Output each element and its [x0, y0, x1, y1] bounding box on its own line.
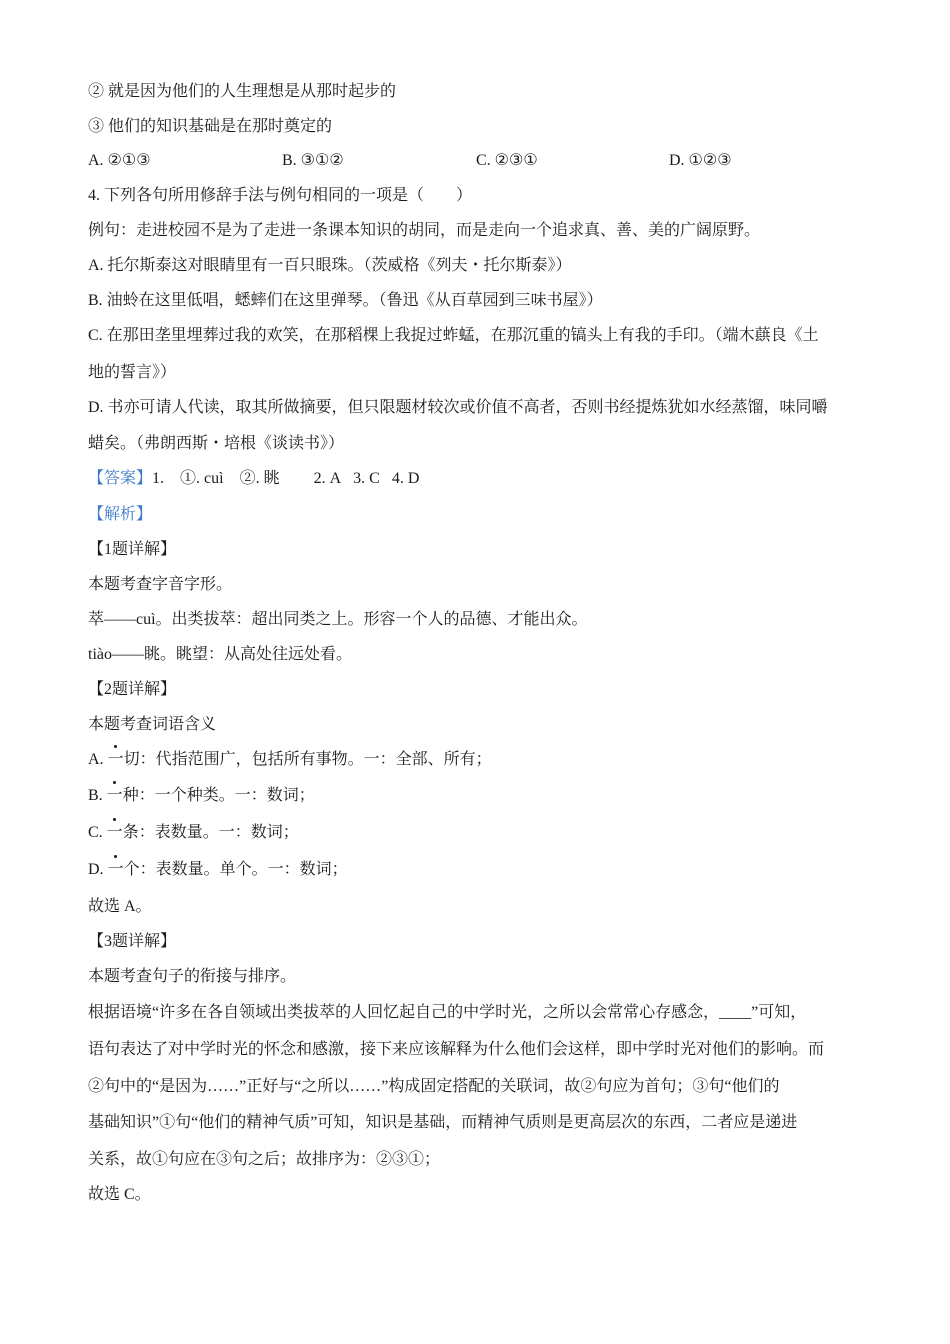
q3-option-b: B. ③①②	[282, 152, 344, 169]
emphasis-dot-char: 一	[106, 824, 123, 841]
q4-stem: 4. 下列各句所用修辞手法与例句相同的一项是（ ）	[88, 187, 473, 204]
emphasis-dot-char: 一	[106, 787, 123, 804]
detail-1-line3: tiào——眺。眺望：从高处往远处看。	[88, 646, 352, 663]
q4-option-d-line1: D. 书亦可请人代读，取其所做摘要，但只限题材较次或价值不高者，否则书经提炼犹如水经蒸馏，味同嚼	[88, 399, 828, 416]
detail-2-heading: 【2题详解】	[88, 681, 177, 698]
q3-option-d: D. ①②③	[669, 152, 732, 169]
detail-2-line1: 本题考查词语含义	[88, 716, 217, 733]
answer-q4: 4. D	[391, 470, 420, 487]
detail-3-paragraph-1: 根据语境“许多在各自领域出类拔萃的人回忆起自己的中学时光，之所以会常常心存感念，____”可知，	[88, 1004, 807, 1021]
emphasis-dot-char: 一	[107, 751, 124, 768]
q4-option-b: B. 油蛉在这里低唱，蟋蟀们在这里弹琴。（鲁迅《从百草园到三味书屋》）	[88, 292, 603, 309]
detail-3-line1: 本题考查句子的衔接与排序。	[88, 968, 297, 985]
q3-item-3: ③ 他们的知识基础是在那时奠定的	[88, 118, 333, 135]
answer-q3: 3. C	[353, 470, 380, 487]
answer-q2: 2. A	[313, 470, 342, 487]
q4-example: 例句：走进校园不是为了走进一条课本知识的胡同，而是走向一个追求真、善、美的广阔原野。	[88, 222, 761, 239]
q4-option-c-line2: 地的誓言》）	[88, 364, 177, 381]
q4-option-c-line1: C. 在那田垄里埋葬过我的欢笑，在那稻棵上我捉过蚱蜢，在那沉重的镐头上有我的手印。（端木蕻良《土	[88, 327, 819, 344]
analysis-tag: 【解析】	[88, 506, 153, 523]
q3-option-a: A. ②①③	[88, 152, 151, 169]
answer-q1: 1. ①. cuì ②. 眺	[152, 470, 280, 487]
detail-2-option-b: B. 一种：一个种类。一：数词；	[88, 787, 315, 804]
answer-tag: 【答案】	[88, 470, 153, 487]
q3-option-c: C. ②③①	[476, 152, 538, 169]
detail-3-conclusion: 故选 C。	[88, 1186, 151, 1203]
detail-2-option-c: C. 一条：表数量。一：数词；	[88, 824, 299, 841]
detail-2-option-d: D. 一个：表数量。单个。一：数词；	[88, 861, 348, 878]
detail-3-paragraph-4: 基础知识”①句“他们的精神气质”可知，知识是基础，而精神气质则是更高层次的东西，二者应是递进	[88, 1114, 798, 1131]
detail-3-paragraph-5: 关系，故①句应在③句之后；故排序为：②③①；	[88, 1151, 441, 1168]
answer-line	[88, 469, 419, 489]
emphasis-dot-char: 一	[107, 861, 124, 878]
detail-3-paragraph-2: 语句表达了对中学时光的怀念和感激，接下来应该解释为什么他们会这样，即中学时光对他们的影响。而	[88, 1041, 825, 1058]
q3-item-2: ② 就是因为他们的人生理想是从那时起步的	[88, 83, 397, 100]
detail-3-heading: 【3题详解】	[88, 933, 177, 950]
detail-1-line2: 萃——cuì。出类拔萃：超出同类之上。形容一个人的品德、才能出众。	[88, 611, 588, 628]
q4-option-a: A. 托尔斯泰这对眼睛里有一百只眼珠。（茨威格《列夫・托尔斯泰》）	[88, 257, 572, 274]
detail-1-line1: 本题考查字音字形。	[88, 576, 233, 593]
detail-2-option-a: A. 一切：代指范围广，包括所有事物。一：全部、所有；	[88, 751, 492, 768]
detail-2-conclusion: 故选 A。	[88, 898, 152, 915]
detail-3-paragraph-3: ②句中的“是因为……”正好与“之所以……”构成固定搭配的关联词，故②句应为首句；③句“他们的	[88, 1078, 780, 1095]
detail-1-heading: 【1题详解】	[88, 541, 177, 558]
q4-option-d-line2: 蜡矣。（弗朗西斯・培根《谈读书》）	[88, 435, 345, 452]
